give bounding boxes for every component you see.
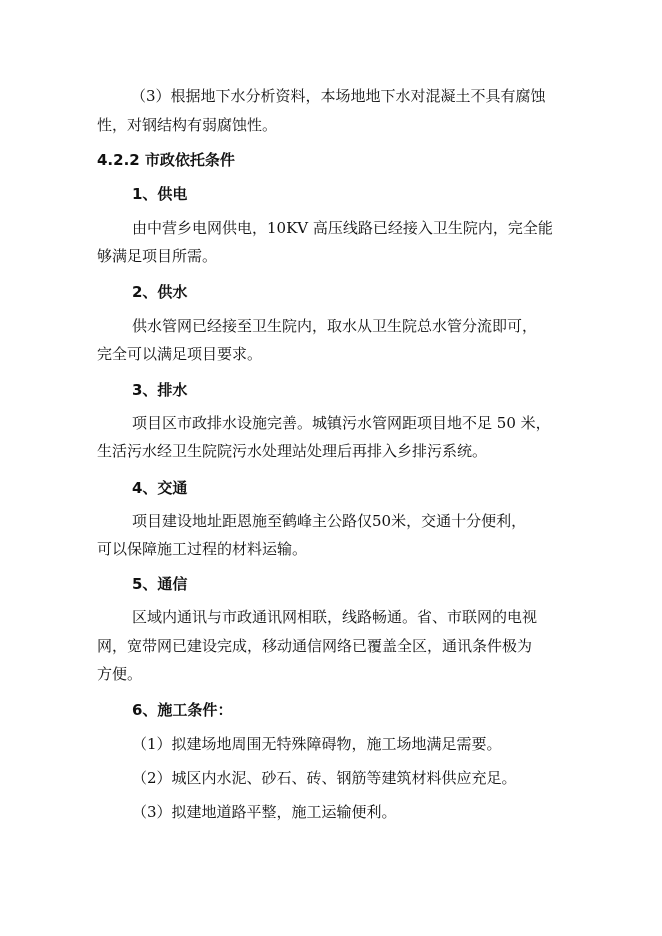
- soil-paragraph-line-2: 性，对钢结构有弱腐蚀性。: [97, 116, 278, 134]
- power-line-2: 够满足项目所需。: [97, 247, 218, 265]
- soil-paragraph-line-1: （3）根据地下水分析资料，本场地地下水对混凝土不具有腐蚀: [131, 87, 546, 105]
- construction-item-1: （1）拟建场地周围无特殊障碍物，施工场地满足需要。: [132, 735, 502, 753]
- power-line-1: 由中营乡电网供电，10KV 高压线路已经接入卫生院内，完全能: [132, 219, 553, 237]
- construction-item-2: （2）城区内水泥、砂石、砖、钢筋等建筑材料供应充足。: [132, 769, 517, 787]
- traffic-line-2: 可以保障施工过程的材料运输。: [97, 540, 308, 558]
- construction-heading: 6、施工条件：: [132, 701, 233, 719]
- water-heading: 2、供水: [132, 283, 188, 301]
- telecom-line-2: 网，宽带网已建设完成，移动通信网络已覆盖全区，通讯条件极为: [97, 637, 533, 655]
- water-line-1: 供水管网已经接至卫生院内，取水从卫生院总水管分流即可，: [132, 317, 538, 335]
- drainage-line-1: 项目区市政排水设施完善。城镇污水管网距项目地不足 50 米，: [132, 414, 551, 432]
- water-line-2: 完全可以满足项目要求。: [97, 345, 263, 363]
- traffic-line-1: 项目建设地址距恩施至鹤峰主公路仅50米，交通十分便利，: [132, 512, 527, 530]
- telecom-line-1: 区域内通讯与市政通讯网相联，线路畅通。省、市联网的电视: [132, 608, 538, 626]
- telecom-heading: 5、通信: [132, 575, 188, 593]
- section-title: 4.2.2 市政依托条件: [97, 151, 235, 169]
- telecom-line-3: 方便。: [97, 665, 143, 683]
- power-heading: 1、供电: [132, 185, 188, 203]
- drainage-heading: 3、排水: [132, 381, 188, 399]
- traffic-heading: 4、交通: [132, 479, 188, 497]
- drainage-line-2: 生活污水经卫生院院污水处理站处理后再排入乡排污系统。: [97, 442, 488, 460]
- construction-item-3: （3）拟建地道路平整，施工运输便利。: [132, 803, 397, 821]
